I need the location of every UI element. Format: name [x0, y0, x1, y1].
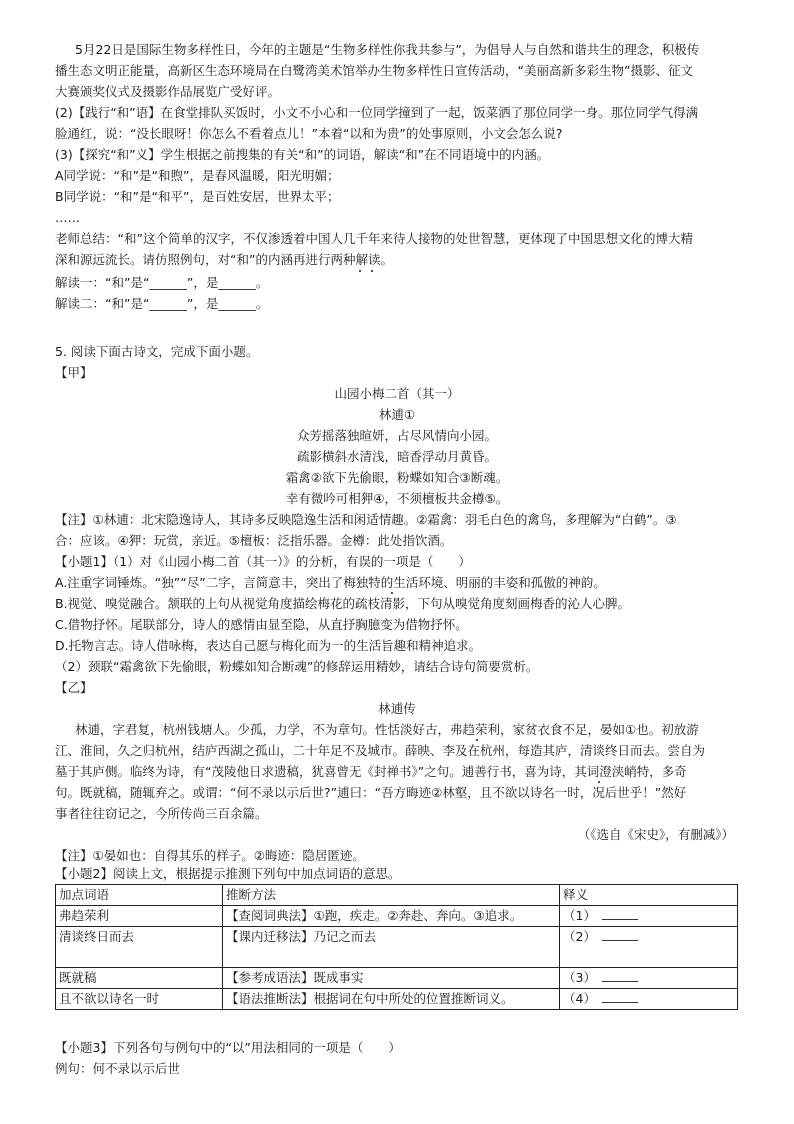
answer-label: （1） — [563, 908, 596, 923]
student-a-statement: A同学说：“和”是“和煦”，是春风温暖，阳光明媚； — [55, 168, 340, 183]
biography-line-4: 句。既就稿，随辄弃之。或谓：“何不录以示后世?”逋曰：“吾方晦迹②林壑，且不欲以诗名一时，况后世乎！”然好 — [55, 785, 687, 800]
answer-label: （4） — [563, 991, 596, 1006]
table-cell-answer[interactable] — [560, 927, 738, 968]
table-header: 释义 — [560, 885, 738, 906]
table-row — [56, 906, 738, 927]
student-b-statement: B同学说：“和”是“和平”，是百姓安居，世界太平； — [55, 189, 340, 204]
poem-line: 疏影横斜水清浅，暗香浮动月黄昏。 — [296, 449, 497, 464]
subquestion-1-stem: 【小题1】（1）对《山园小梅二首（其一）》的分析，有误的一项是（ ） — [55, 554, 471, 569]
poem-title: 山园小梅二首（其一） — [334, 386, 460, 401]
table-header: 推断方法 — [223, 885, 560, 906]
biography-line-3: 墓于其庐侧。临终为诗，有“茂陵他日求遗稿，犹喜曾无《封禅书》”之句。逋善行书，喜为诗，其词澄浃峭特，多奇 — [55, 764, 687, 779]
option-a: A.注重字词锤炼。“独”“尽”二字，言简意丰，突出了梅独特的生活环境、明丽的丰姿和孤傲的神韵。 — [55, 575, 606, 590]
question-2-line-1: (2)【践行“和”语】在食堂排队买饭时，小文不小心和一位同学撞到了一起，饭菜洒了那位同学一身。那位同学气得满 — [55, 105, 699, 120]
answer-blank[interactable] — [602, 928, 638, 941]
part-jia-label: 【甲】 — [55, 365, 93, 380]
ellipsis: …… — [55, 210, 80, 225]
table-cell-answer[interactable] — [560, 968, 738, 989]
table-row — [56, 968, 738, 989]
teacher-summary-line-1: 老师总结：“和”这个简单的汉字，不仅渗透着中国人几千年来待人接物的处世智慧，更体现了中国思想文化的博大精 — [55, 231, 693, 246]
question-3-line-1: (3)【探究“和”义】学生根据之前搜集的有关“和”的词语，解读“和”在不同语境中的内涵。 — [55, 147, 550, 162]
teacher-summary-line-2: 深和源远流长。请仿照例句，对“和”的内涵再进行两种解读。 — [55, 252, 393, 267]
interpretation-two: 解读二：“和”是“______”，是______。 — [55, 296, 269, 311]
table-cell-answer[interactable] — [560, 989, 738, 1010]
table-cell-method: 【语法推断法】根据词在句中所处的位置推断词义。 — [223, 989, 560, 1010]
biography-line-2: 江、淮间，久之归杭州，结庐西湖之孤山，二十年足不及城市。薛映、李及在杭州，每造其庐，清谈终日而去。尝自为 — [55, 743, 706, 758]
part-yi-label: 【乙】 — [55, 680, 93, 695]
table-cell-method: 【查阅词典法】①跑，疾走。②奔赴、奔向。③追求。 — [223, 906, 560, 927]
table-header: 加点词语 — [56, 885, 223, 906]
answer-blank[interactable] — [602, 907, 638, 920]
answer-blank[interactable] — [602, 990, 638, 1003]
poem-author: 林逋① — [378, 407, 416, 422]
intro-line-3: 大赛颁奖仪式及摄影作品展览广受好评。 — [55, 84, 281, 99]
biography-line-5: 事者往往窃记之，今所传尚三百余篇。 — [55, 806, 268, 821]
poem-line: 霜禽②欲下先偷眼，粉蝶如知合③断魂。 — [285, 470, 509, 485]
table-cell-word: 既就稿 — [56, 968, 223, 989]
question-5-heading: 5. 阅读下面古诗文，完成下面小题。 — [55, 344, 259, 359]
table-cell-word: 弗趋荣利 — [56, 906, 223, 927]
answer-label: （2） — [563, 929, 596, 944]
answer-blank[interactable] — [602, 969, 638, 982]
emphasis-dot — [371, 270, 373, 272]
subquestion-1-part-2: （2）颈联“霜禽欲下先偷眼，粉蝶如知合断魂”的修辞运用精妙，请结合诗句简要赏析。 — [55, 659, 539, 674]
table-row — [56, 927, 738, 968]
poem-note-line-1: 【注】①林逋：北宋隐逸诗人，其诗多反映隐逸生活和闲适情趣。②霜禽：羽毛白色的禽鸟，多理解为“白鹤”。③ — [55, 512, 677, 527]
poem-note-line-2: 合：应该。④狎：玩赏，亲近。⑤檀板：泛指乐器。金樽：此处指饮酒。 — [55, 533, 453, 548]
subquestion-3-stem: 【小题3】下列各句与例句中的“以”用法相同的一项是（ ） — [55, 1040, 401, 1055]
inference-table — [55, 884, 738, 1010]
interpretation-one: 解读一：“和”是“______”，是______。 — [55, 275, 269, 290]
biography-line-1: 林逋，字君复，杭州钱塘人。少孤，力学，不为章句。性恬淡好古，弗趋荣利，家贫衣食不足，晏如①也。初放游 — [75, 722, 699, 737]
poem-line: 众芳摇落独暄妍，占尽风情向小园。 — [296, 428, 497, 443]
option-b: B.视觉、嗅觉融合。颔联的上句从视觉角度描绘梅花的疏枝清影，下句从嗅觉角度刻画梅香的沁人心脾。 — [55, 596, 631, 611]
option-c: C.借物抒怀。尾联部分，诗人的感情由显至隐，从直抒胸臆变为借物抒怀。 — [55, 617, 468, 632]
emphasis-dot — [359, 270, 361, 272]
biography-title: 林逋传 — [378, 701, 416, 716]
intro-line-2: 播生态文明正能量，高新区生态环境局在白鹭湾美术馆举办生物多样性日宣传活动，“美丽高新多彩生物”摄影、征文 — [55, 63, 693, 78]
question-2-line-2: 脸通红，说：“没长眼呀！你怎么不看着点儿！”本着“以和为贵”的处事原则，小文会怎么说? — [55, 126, 563, 141]
biography-note: 【注】①晏如也：自得其乐的样子。②晦迹：隐居匿迹。 — [55, 848, 365, 863]
example-sentence: 例句：何不录以示后世 — [55, 1061, 181, 1076]
intro-line-1: 5月22日是国际生物多样性日，今年的主题是“生物多样性你我共参与”，为倡导人与自然和谐共生的理念，积极传 — [75, 42, 700, 57]
table-cell-word: 清谈终日而去 — [56, 927, 223, 968]
table-row — [56, 989, 738, 1010]
table-cell-method: 【课内迁移法】乃记之而去 — [223, 927, 560, 968]
table-cell-answer[interactable] — [560, 906, 738, 927]
table-header-row — [56, 885, 738, 906]
subquestion-2-stem: 【小题2】阅读上文，根据提示推测下列句中加点词语的意思。 — [55, 866, 401, 881]
table-cell-method: 【参考成语法】既成事实 — [223, 968, 560, 989]
table-cell-word: 且不欲以诗名一时 — [56, 989, 223, 1010]
biography-source: （《选自《宋史》，有删减》） — [577, 827, 734, 842]
poem-line: 幸有微吟可相狎④，不须檀板共金樽⑤。 — [285, 491, 509, 506]
answer-label: （3） — [563, 970, 596, 985]
option-d: D.托物言志。诗人借咏梅，表达自己愿与梅化而为一的生活旨趣和精神追求。 — [55, 638, 482, 653]
